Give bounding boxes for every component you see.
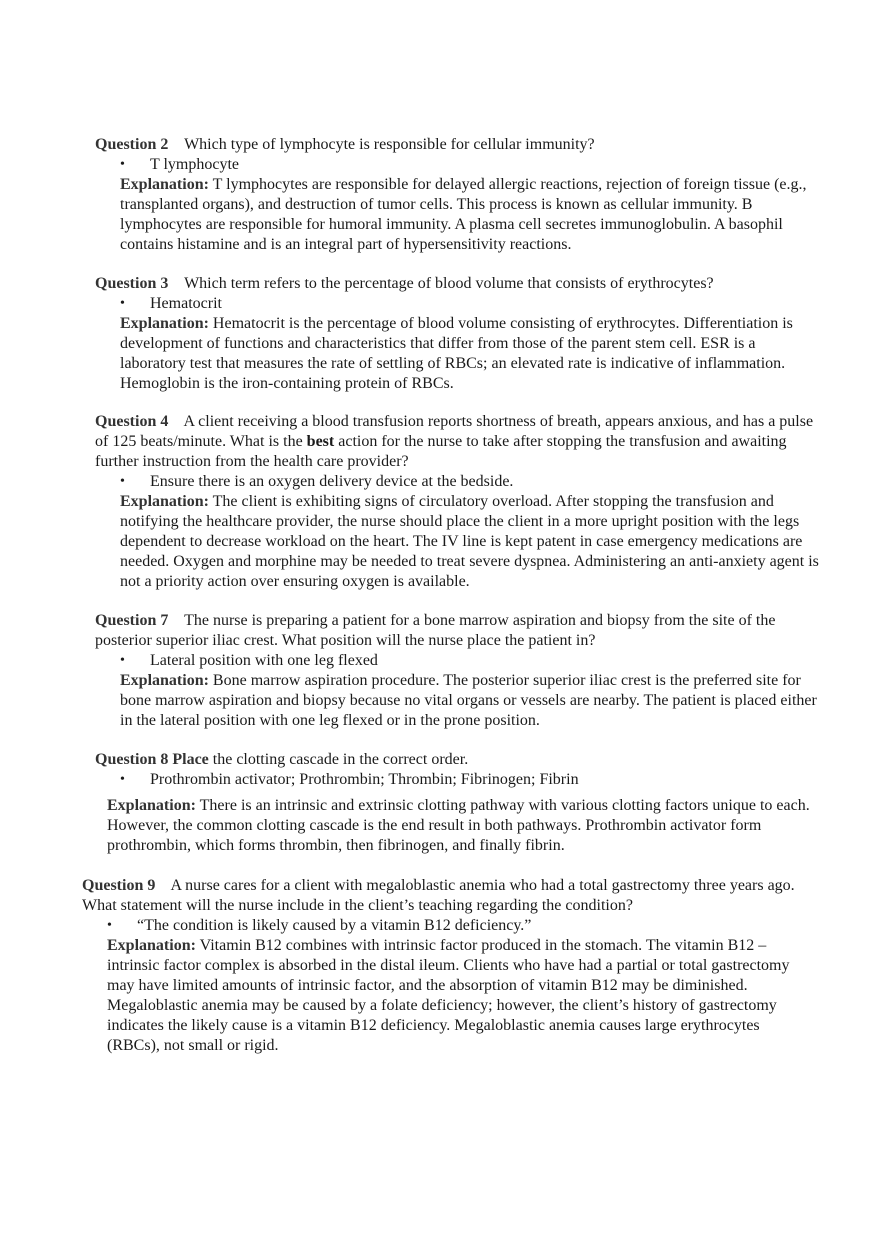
question-prompt: Which term refers to the percentage of blood volume that consists of erythrocytes? xyxy=(184,275,714,292)
explanation xyxy=(120,175,825,255)
bullet-icon: • xyxy=(120,653,125,668)
explanation-label: Explanation: xyxy=(107,797,196,814)
explanation-text: The client is exhibiting signs of circulatory overload. After stopping the transfusion and notifying the healthcare provider, the nurse should place the client in a more upright position with the legs dependent to decrease workload on the heart. The IV line is kept patent in case emergency medications are needed. Oxygen and morphine may be needed to treat severe dyspnea. Administering an anti-anxiety agent is not a priority action over ensuring oxygen is available. xyxy=(120,493,819,590)
explanation-label: Explanation: xyxy=(107,937,196,954)
bullet-icon: • xyxy=(120,157,125,172)
question-9 xyxy=(82,876,802,1056)
question-3 xyxy=(95,274,825,394)
question-label: Question 9 xyxy=(82,877,156,894)
answer-text: “The condition is likely caused by a vitamin B12 deficiency.” xyxy=(137,917,532,934)
explanation xyxy=(95,796,825,856)
question-text xyxy=(95,135,825,155)
bullet-icon: • xyxy=(120,772,125,787)
answer-item xyxy=(120,651,825,671)
bullet-icon: • xyxy=(107,918,112,933)
question-text xyxy=(95,274,825,294)
question-label: Question 3 xyxy=(95,275,169,292)
question-prompt: A nurse cares for a client with megaloblastic anemia who had a total gastrectomy three years ago. What statement will the nurse include in the client’s teaching regarding the condition? xyxy=(82,877,795,914)
explanation-text: Hematocrit is the percentage of blood volume consisting of erythrocytes. Differentiation is development of functions and characteristics that differ from those of the parent stem cell. ESR is a laboratory test that measures the rate of settling of RBCs; an elevated rate is indicative of inflammation. Hemoglobin is the iron-containing protein of RBCs. xyxy=(120,315,793,392)
bullet-icon: • xyxy=(120,474,125,489)
answer-text: T lymphocyte xyxy=(150,156,240,173)
explanation-text: Vitamin B12 combines with intrinsic factor produced in the stomach. The vitamin B12 –intrinsic factor complex is absorbed in the distal ileum. Clients who have had a partial or total gastrectomy may have limited amounts of intrinsic factor, and the absorption of vitamin B12 may be diminished. Megaloblastic anemia may be caused by a folate deficiency; however, the client’s history of gastrectomy indicates the likely cause is a vitamin B12 deficiency. Megaloblastic anemia causes large erythrocytes (RBCs), not small or rigid. xyxy=(107,937,790,1054)
answer-text: Lateral position with one leg flexed xyxy=(150,652,378,669)
question-prompt: Which type of lymphocyte is responsible for cellular immunity? xyxy=(184,136,595,153)
explanation xyxy=(120,314,825,394)
question-text xyxy=(95,412,825,472)
answer-item xyxy=(120,472,825,492)
answer-text: Ensure there is an oxygen delivery device at the bedside. xyxy=(150,473,514,490)
question-label: Question 4 xyxy=(95,413,169,430)
question-4 xyxy=(95,412,825,592)
explanation-label: Explanation: xyxy=(120,176,209,193)
answer-item xyxy=(120,294,825,314)
question-text xyxy=(95,750,825,770)
explanation xyxy=(107,936,802,1056)
question-2 xyxy=(95,135,825,255)
explanation-text: Bone marrow aspiration procedure. The posterior superior iliac crest is the preferred site for bone marrow aspiration and biopsy because no vital organs or vessels are nearby. The patient is placed either in the lateral position with one leg flexed or in the prone position. xyxy=(120,672,817,729)
answer-text: Hematocrit xyxy=(150,295,222,312)
question-prompt-before: A client receiving a blood transfusion reports shortness of breath, appears anxious, and has a pulse of 125 beats/minute. What is the xyxy=(95,413,814,450)
explanation-label: Explanation: xyxy=(120,493,209,510)
answer-item xyxy=(120,770,825,790)
question-prompt: the clotting cascade in the correct order. xyxy=(212,751,469,768)
question-text xyxy=(95,611,825,651)
question-emphasis: best xyxy=(306,433,335,450)
bullet-icon: • xyxy=(120,296,125,311)
question-7 xyxy=(95,611,825,731)
question-text xyxy=(82,876,802,916)
answer-item xyxy=(120,155,825,175)
question-prompt: The nurse is preparing a patient for a bone marrow aspiration and biopsy from the site of the posterior superior iliac crest. What position will the nurse place the patient in? xyxy=(95,612,776,649)
question-8 xyxy=(95,750,825,856)
question-label: Question 7 xyxy=(95,612,169,629)
explanation-text: T lymphocytes are responsible for delayed allergic reactions, rejection of foreign tissue (e.g., transplanted organs), and destruction of tumor cells. This process is known as cellular immunity. B lymphocytes are responsible for humoral immunity. A plasma cell secretes immunoglobulin. A basophil contains histamine and is an integral part of hypersensitivity reactions. xyxy=(120,176,807,253)
explanation-label: Explanation: xyxy=(120,672,209,689)
question-label: Question 2 xyxy=(95,136,169,153)
question-bold-word: Place xyxy=(172,751,209,768)
answer-text: Prothrombin activator; Prothrombin; Thrombin; Fibrinogen; Fibrin xyxy=(150,771,579,788)
answer-item xyxy=(107,916,802,936)
explanation-text: There is an intrinsic and extrinsic clotting pathway with various clotting factors unique to each. However, the common clotting cascade is the end result in both pathways. Prothrombin activator form prothrombin, which forms thrombin, then fibrinogen, and finally fibrin. xyxy=(107,797,810,854)
question-label: Question 8 xyxy=(95,751,169,768)
explanation-label: Explanation: xyxy=(120,315,209,332)
explanation xyxy=(120,671,825,731)
question-prompt-after: action for the nurse to take after stopping the transfusion and awaiting further instruction from the health care provider? xyxy=(95,433,787,470)
explanation xyxy=(120,492,825,592)
